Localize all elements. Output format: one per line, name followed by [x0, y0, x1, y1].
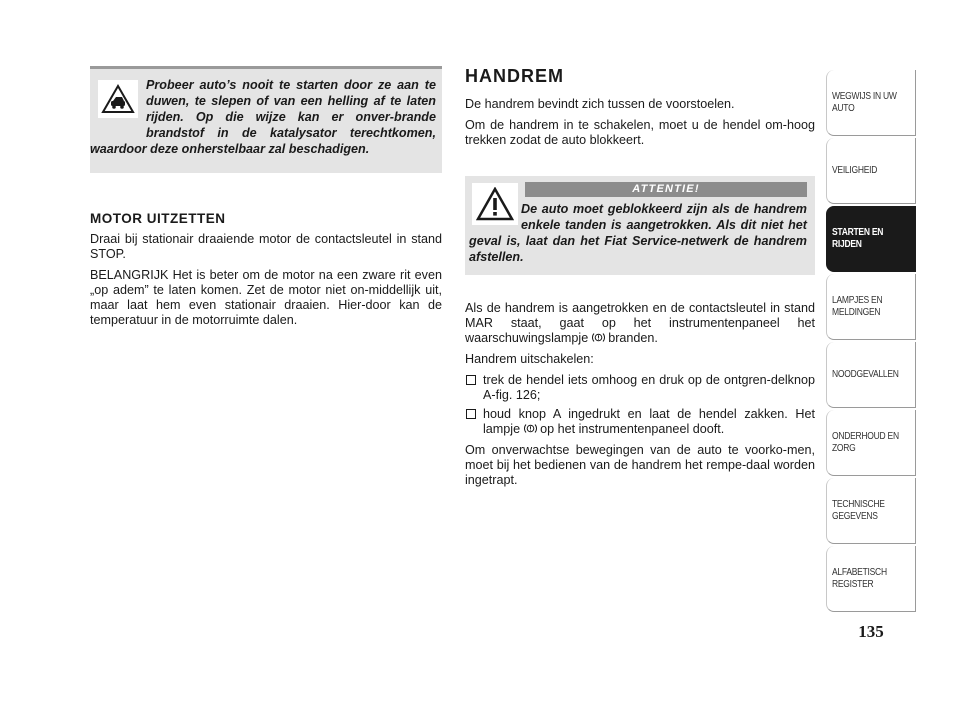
section-title-motor-uitzetten: MOTOR UITZETTEN [90, 211, 226, 226]
motor-paragraph-1: Draai bij stationair draaiende motor de contactsleutel in stand STOP. [90, 232, 442, 261]
list-item: trek de hendel iets omhoog en druk op de ontgren-delknop A-fig. 126; [465, 373, 815, 403]
page-number: 135 [858, 622, 884, 641]
attention-box [465, 176, 815, 275]
tab-noodgevallen[interactable]: NOODGEVALLEN [826, 342, 916, 408]
checkbox-bullet-icon [466, 375, 476, 385]
chapter-tabs [826, 70, 916, 614]
attention-label: ATTENTIE! [525, 182, 807, 197]
release-heading: Handrem uitschakelen: [465, 352, 594, 366]
right-column [465, 66, 815, 494]
tab-alfabetisch-register[interactable]: ALFABETISCH REGISTER [826, 546, 916, 612]
tab-starten-en-rijden[interactable]: STARTEN EN RIJDEN [826, 206, 916, 272]
tab-lampjes[interactable]: LAMPJES EN MELDINGEN [826, 274, 916, 340]
left-column [90, 66, 442, 334]
handrem-paragraph-2: Om de handrem in te schakelen, moet u de hendel om-hoog trekken zodat de auto blokkeert. [465, 118, 815, 147]
tab-onderhoud[interactable]: ONDERHOUD EN ZORG [826, 410, 916, 476]
handrem-paragraph-3: Als de handrem is aangetrokken en de contactsleutel in stand MAR staat, gaat op het instrumentenpaneel het waarschuwingslampje branden. [465, 301, 815, 345]
tab-veiligheid[interactable]: VEILIGHEID [826, 138, 916, 204]
handrem-paragraph-4: Om onverwachtse bewegingen van de auto te voorko-men, moet bij het bedienen van de handrem het rempe-daal worden ingetrapt. [465, 443, 815, 487]
tab-technische-gegevens[interactable]: TECHNISCHE GEGEVENS [826, 478, 916, 544]
tab-wegwijs[interactable]: WEGWIJS IN UW AUTO [826, 70, 916, 136]
catalyst-warning-notice [90, 66, 442, 173]
brake-warning-lamp-icon [524, 423, 537, 434]
car-warning-icon [98, 80, 138, 118]
motor-paragraph-2: BELANGRIJK Het is beter om de motor na een zware rit even „op adem” te laten komen. Zet de motor niet on-middellijk uit, maar laat hem even stationair draaien. Hier-door kan de temperatuur in de motorruimte dalen. [90, 268, 442, 327]
attention-text: De auto moet geblokkeerd zijn als de handrem enkele tanden is aangetrokken. Als dit niet het geval is, laat dan het Fiat Service-netwerk de handrem afstellen. [469, 202, 807, 264]
brake-warning-lamp-icon [592, 332, 605, 343]
catalyst-warning-text: Probeer auto’s nooit te starten door ze aan te duwen, te slepen of van een helling af te laten rijden. Op die wijze kan er onver-brande brandstof in de katalysator terechtkomen, waardoor deze onherstelbaar zal beschadigen. [90, 78, 436, 156]
page-title: HANDREM [465, 66, 564, 86]
warning-triangle-icon [472, 183, 518, 225]
checkbox-bullet-icon [466, 409, 476, 419]
handrem-paragraph-1: De handrem bevindt zich tussen de voorstoelen. [465, 97, 735, 111]
release-steps-list [465, 373, 815, 437]
list-item: houd knop A ingedrukt en laat de hendel zakken. Het lampje op het instrumentenpaneel dooft. [465, 407, 815, 437]
